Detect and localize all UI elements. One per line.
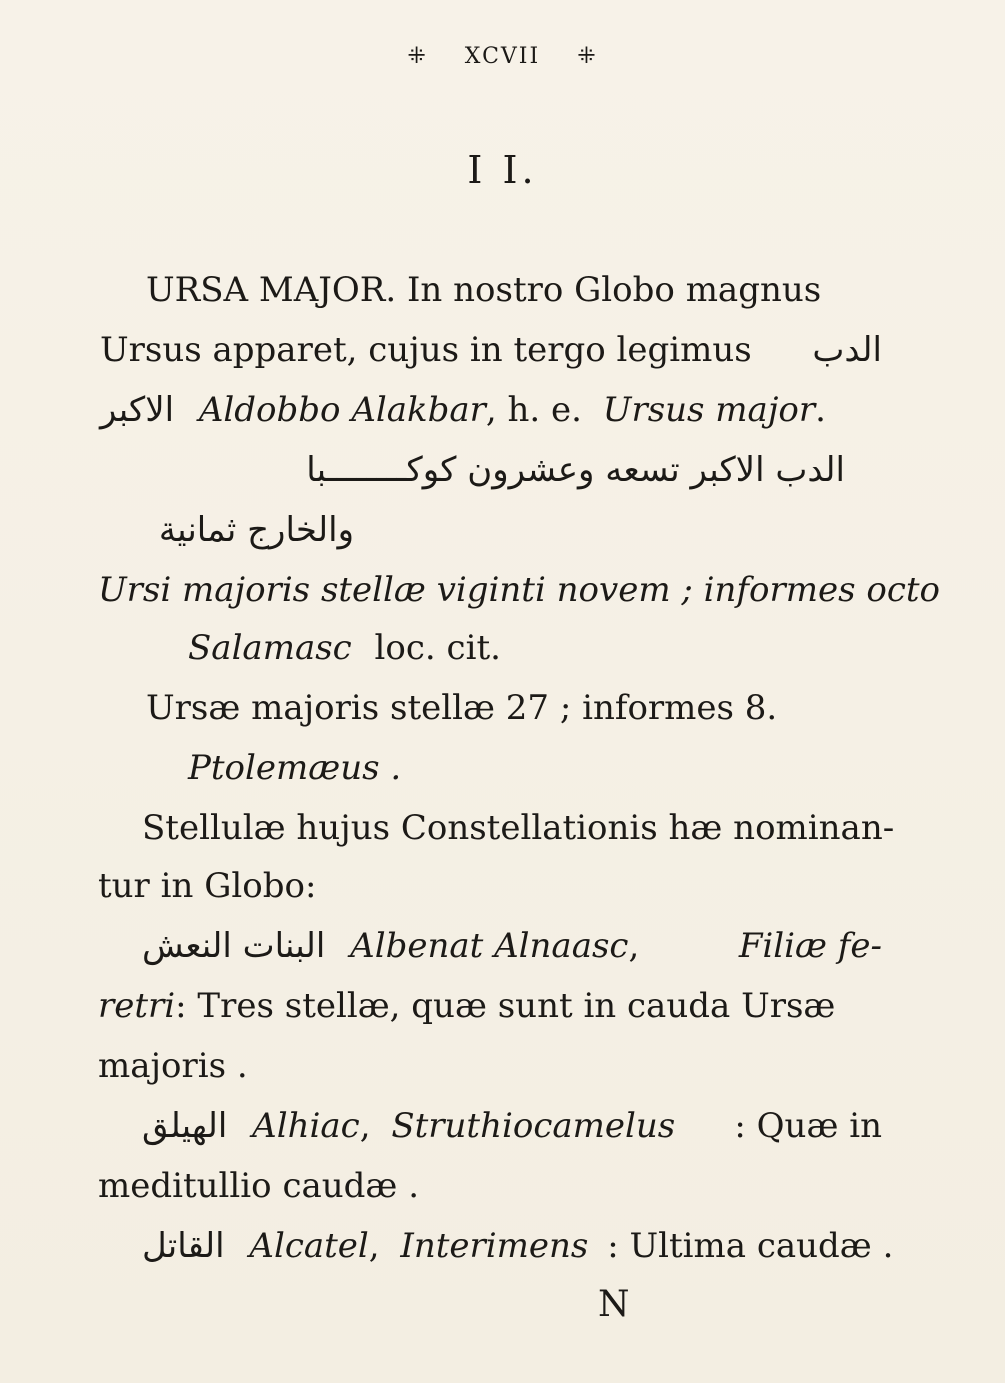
text-fragment: , [628, 926, 640, 966]
text-line-3 [100, 390, 882, 430]
text-line-2 [100, 330, 882, 370]
text-fragment: : Tres stellæ, quæ sunt in cauda Ursæ [175, 986, 836, 1026]
text-fragment: , [359, 1106, 371, 1146]
citation: loc. cit. [374, 628, 501, 668]
text-line-15 [142, 1106, 882, 1146]
author-name: Ptolemæus . [188, 748, 402, 788]
folio-number: XCVII [464, 44, 541, 69]
text-fragment: Ursus apparet, cujus in tergo legimus [100, 330, 752, 370]
arabic-line: والخارج ثمانية [158, 510, 354, 550]
latin-term: retri [98, 986, 176, 1026]
arabic-text: الدب [812, 330, 882, 370]
transliteration: Alcatel [249, 1226, 369, 1266]
arabic-line: الدب الاكبر تسعه وعشرون كوكــــــــبا [306, 450, 845, 490]
text-line-11: tur in Globo: [98, 866, 317, 906]
text-fragment: : Ultima caudæ . [607, 1226, 894, 1266]
text-fragment: . In nostro Globo magnus [385, 270, 822, 310]
transliteration: Alhiac [252, 1106, 360, 1146]
text-line-16: meditullio caudæ . [98, 1166, 420, 1206]
latin-term: Struthiocamelus [391, 1106, 676, 1146]
author-name: Salamasc [188, 628, 352, 668]
text-line-8: Ursæ majoris stellæ 27 ; informes 8. [146, 688, 778, 728]
constellation-name: URSA MAJOR [146, 270, 386, 310]
text-line-17 [142, 1226, 894, 1266]
text-line-12 [142, 926, 882, 966]
text-fragment: , h. e. [485, 390, 582, 430]
text-line-7 [188, 628, 501, 668]
section-number: I I. [467, 148, 538, 192]
ornament-right-icon: ⁜ [577, 44, 598, 69]
transliteration: Albenat Alnaasc [350, 926, 629, 966]
arabic-text: القاتل [142, 1226, 225, 1266]
arabic-text: الهيلق [142, 1106, 228, 1146]
arabic-text: البنات النعش [142, 926, 326, 966]
text-fragment: : Quæ in [734, 1106, 882, 1146]
arabic-text: الاكبر [100, 390, 175, 430]
signature-mark: N [598, 1284, 630, 1325]
running-header [0, 44, 1005, 69]
text-line-10: Stellulæ hujus Constellationis hæ nominan- [142, 808, 895, 848]
text-line-14: majoris . [98, 1046, 248, 1086]
latin-term: Ursus major [602, 390, 816, 430]
text-line-13 [98, 986, 882, 1026]
text-fragment: . [815, 390, 826, 430]
ornament-left-icon: ⁜ [407, 44, 428, 69]
latin-term: Interimens [400, 1226, 589, 1266]
text-line-1 [146, 270, 882, 310]
text-fragment: , [368, 1226, 380, 1266]
transliteration: Aldobbo Alakbar [198, 390, 486, 430]
text-line-6: Ursi majoris stellæ viginti novem ; informes octo [98, 570, 940, 610]
latin-term: Filiæ fe- [738, 926, 882, 966]
